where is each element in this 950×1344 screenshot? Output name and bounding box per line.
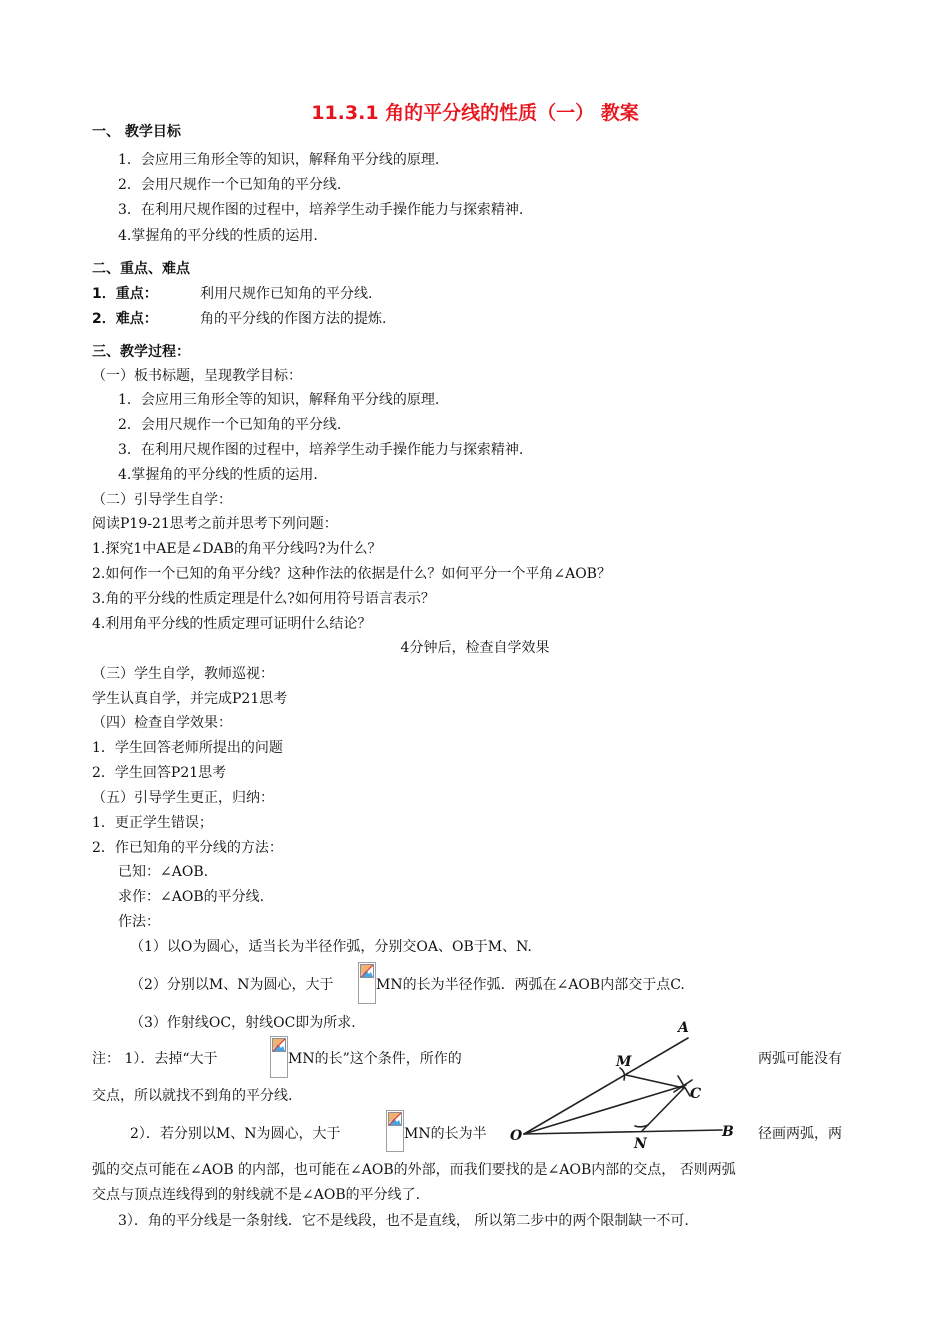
note-1-part-b: MN的长”这个条件，所作的 <box>288 1051 462 1067</box>
note-1-part-a: 注： 1）．去掉“大于 <box>92 1051 218 1067</box>
process-line: 1．会应用三角形全等的知识，解释角平分线的原理. <box>118 392 440 408</box>
note-2-part-b: MN的长为半 <box>404 1126 487 1142</box>
section3-heading: 三、教学过程： <box>92 344 190 360</box>
step-1: （1）以O为圆心，适当长为半径作弧，分别交OA、OB于M、N. <box>130 939 532 955</box>
difficulty-text: 角的平分线的作图方法的提炼. <box>200 311 387 327</box>
process-line: 3．在利用尺规作图的过程中，培养学生动手操作能力与探索精神. <box>118 442 524 458</box>
process-line: 阅读P19-21思考之前并思考下列问题： <box>92 516 338 532</box>
broken-image-icon <box>360 964 374 978</box>
objective-item: 3．在利用尺规作图的过程中，培养学生动手操作能力与探索精神. <box>118 202 524 218</box>
broken-fraction-image <box>386 1110 404 1152</box>
label-N: N <box>634 1136 647 1152</box>
question-item: 1.探究1中AE是∠DAB的角平分线吗?为什么？ <box>92 541 382 557</box>
objective-item: 1．会应用三角形全等的知识，解释角平分线的原理. <box>118 152 440 168</box>
step-2-part-a: （2）分别以M、N为圆心，大于 <box>130 977 334 993</box>
objective-item: 4.掌握角的平分线的性质的运用. <box>118 228 318 244</box>
label-M: M <box>616 1054 632 1070</box>
process-line: 2．作已知角的平分线的方法： <box>92 840 283 856</box>
note-1-part-d: 交点，所以就找不到角的平分线. <box>92 1088 293 1104</box>
section1-heading: 一、 教学目标 <box>92 124 181 140</box>
angle-bisector-figure <box>500 1016 750 1156</box>
process-line: （二）引导学生自学： <box>92 492 232 508</box>
broken-fraction-image <box>270 1036 288 1078</box>
given-line: 已知：∠AOB. <box>118 864 209 880</box>
process-line: 1．学生回答老师所提出的问题 <box>92 740 283 756</box>
question-item: 4.利用角平分线的性质定理可证明什么结论？ <box>92 616 372 632</box>
ray-OB <box>524 1130 722 1134</box>
centered-note: 4分钟后，检查自学效果 <box>400 640 550 656</box>
label-B: B <box>722 1124 734 1140</box>
process-line: （一）板书标题，呈现教学目标： <box>92 368 302 384</box>
process-line: 4.掌握角的平分线的性质的运用. <box>118 467 318 483</box>
step-2-part-b: MN的长为半径作弧．两弧在∠AOB内部交于点C. <box>376 977 685 993</box>
method-label: 作法： <box>118 914 160 930</box>
difficulty-label: 2．难点： <box>92 311 158 327</box>
section2-heading: 二、重点、难点 <box>92 261 190 277</box>
process-line: 学生认真自学，并完成P21思考 <box>92 691 288 707</box>
process-line: 2．会用尺规作一个已知角的平分线. <box>118 417 342 433</box>
broken-fraction-image <box>358 962 376 1004</box>
broken-image-icon <box>272 1038 286 1052</box>
process-line: 1．更正学生错误； <box>92 815 213 831</box>
note-3: 3）．角的平分线是一条射线．它不是线段，也不是直线， 所以第二步中的两个限制缺一不可. <box>118 1213 689 1229</box>
bisector-OC <box>524 1085 686 1134</box>
ray-OA <box>524 1038 688 1134</box>
process-line: 2．学生回答P21思考 <box>92 765 227 781</box>
label-A: A <box>678 1020 689 1036</box>
question-item: 2.如何作一个已知的角平分线？这种作法的依据是什么？如何平分一个平角∠AOB？ <box>92 566 611 582</box>
required-line: 求作：∠AOB的平分线. <box>118 889 265 905</box>
note-2-part-a: 2）．若分别以M、N为圆心，大于 <box>130 1126 341 1142</box>
step-3: （3）作射线OC，射线OC即为所求. <box>130 1015 356 1031</box>
page-title: 11.3.1 角的平分线的性质（一） 教案 <box>311 102 639 124</box>
objective-item: 2．会用尺规作一个已知角的平分线. <box>118 177 342 193</box>
note-2-part-c: 径画两弧，两 <box>758 1126 842 1142</box>
broken-image-icon <box>388 1112 402 1126</box>
arc-at-N <box>635 1125 648 1127</box>
segment-MC <box>626 1075 684 1088</box>
question-item: 3.角的平分线的性质定理是什么?如何用符号语言表示？ <box>92 591 435 607</box>
note-2-part-e: 交点与顶点连线得到的射线就不是∠AOB的平分线了. <box>92 1187 421 1203</box>
note-1-part-c: 两弧可能没有 <box>758 1051 842 1067</box>
process-line: （四）检查自学效果： <box>92 715 232 731</box>
label-O: O <box>510 1128 523 1144</box>
note-2-part-d: 弧的交点可能在∠AOB 的内部，也可能在∠AOB的外部，而我们要找的是∠AOB内部的交点， 否则两弧 <box>92 1162 736 1178</box>
label-C: C <box>690 1086 702 1102</box>
process-line: （五）引导学生更正，归纳： <box>92 790 274 806</box>
process-line: （三）学生自学，教师巡视： <box>92 666 274 682</box>
key-point-label: 1．重点： <box>92 286 158 302</box>
key-point-text: 利用尺规作已知角的平分线. <box>200 286 373 302</box>
